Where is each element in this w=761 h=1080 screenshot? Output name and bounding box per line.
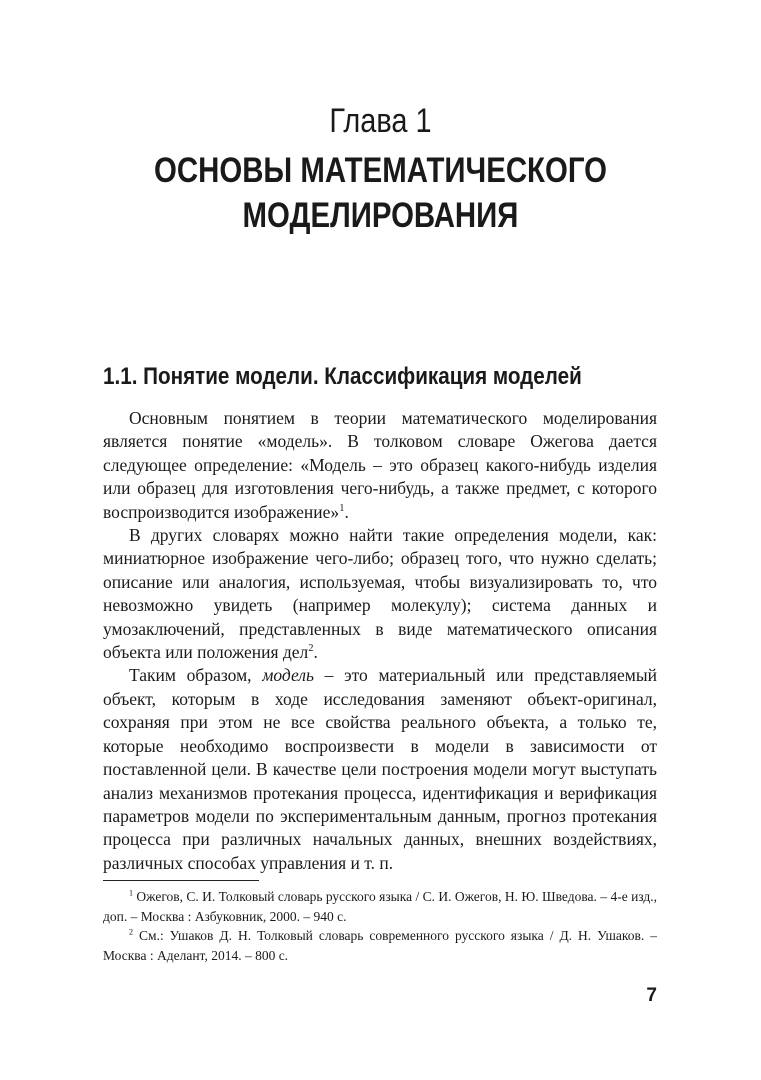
footnote-1 <box>103 887 657 926</box>
paragraph-2 <box>103 524 657 664</box>
paragraph-3-start: Таким образом, <box>129 665 263 686</box>
chapter-title-line-1: ОСНОВЫ МАТЕМАТИЧЕСКОГО <box>153 151 608 190</box>
chapter-label: Глава 1 <box>329 102 432 140</box>
footnote-ref-2: 2 <box>308 643 314 655</box>
section-heading: 1.1. Понятие модели. Классификация моделей <box>103 363 582 390</box>
paragraph-2-end: . <box>313 642 318 663</box>
paragraph-1 <box>103 407 657 524</box>
footnote-2-number: 2 <box>129 927 134 937</box>
paragraph-3 <box>103 664 657 875</box>
paragraph-2-text: В других словарях можно найти такие определения модели, как: миниатюрное изображение чего-либо; образец того, что нужно сделать; описание или аналогия, используемая, чтобы визуализировать то, что невозможно увидеть (например молекулу); система данных и умозаключений, представленных в виде математического описания объекта или положения дел <box>103 525 657 663</box>
body-text <box>103 407 657 875</box>
page-number: 7 <box>646 985 657 1006</box>
paragraph-1-text: Основным понятием в теории математического моделирования является понятие «модель». В толковом словаре Ожегова дается следующее определение: «Модель – это образец какого-нибудь изделия или образец для изготовления чего-нибудь, а также предмет, с которого воспроизводится изображение» <box>103 408 657 522</box>
footnote-1-text: Ожегов, С. И. Толковый словарь русского языка / С. И. Ожегов, Н. Ю. Шведова. – 4-е изд., доп. – Москва : Азбуковник, 2000. – 940 с. <box>103 889 657 924</box>
term-model: модель <box>262 665 314 686</box>
paragraph-3-rest: – это материальный или представляемый объект, которым в ходе исследования заменяют объект-оригинал, сохраняя при этом не все свойства реального объекта, а только те, которые необходимо воспроизвести в модели в зависимости от поставленной цели. В качестве цели построения модели могут выступать анализ механизмов протекания процесса, идентификация и верификация параметров модели по экспериментальным данным, прогноз протекания процесса при различных начальных данных, внешних воздействиях, различных способах управления и т. п. <box>103 665 658 873</box>
footnote-ref-1: 1 <box>339 502 345 514</box>
footnote-1-number: 1 <box>129 888 134 898</box>
footnote-2-text: См.: Ушаков Д. Н. Толковый словарь современного русского языка / Д. Н. Ушаков. – Москва : Аделант, 2014. – 800 с. <box>103 928 657 963</box>
footnote-divider <box>103 880 259 881</box>
chapter-title-line-2: МОДЕЛИРОВАНИЯ <box>242 196 519 235</box>
paragraph-1-end: . <box>344 501 349 522</box>
chapter-title <box>61 148 700 238</box>
footnote-2 <box>103 926 657 965</box>
footnotes <box>103 887 657 965</box>
